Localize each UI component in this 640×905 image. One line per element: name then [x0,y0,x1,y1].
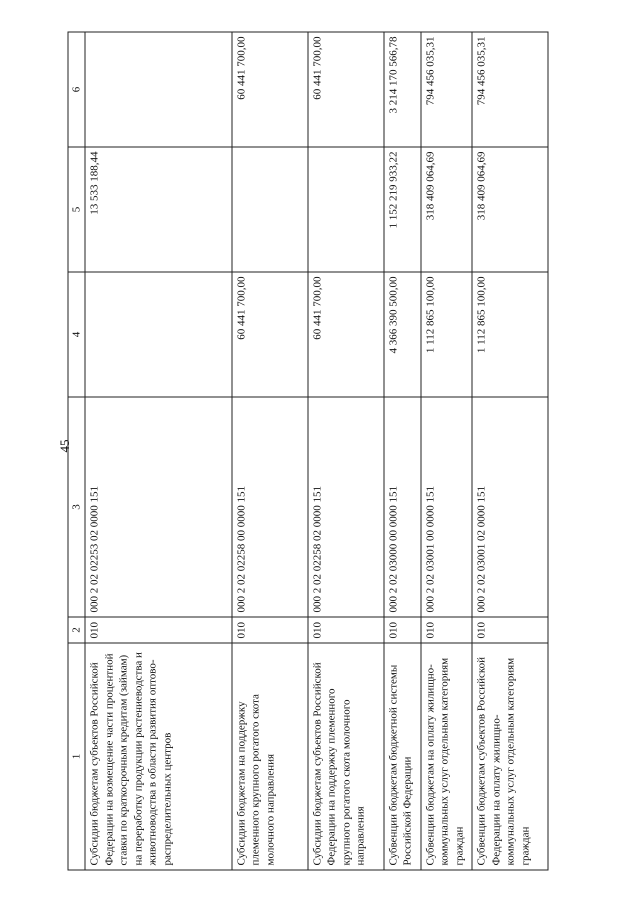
row-value-col5: 318 409 064,69 [420,147,471,272]
row-group-cell: 010 [383,617,420,643]
column-header: 1 [68,643,85,870]
row-code-cell: 000 2 02 03001 00 0000 151 [420,397,471,617]
row-code-cell: 000 2 02 03001 02 0000 151 [472,397,548,617]
row-value-col6: 60 441 700,00 [231,32,307,147]
row-value-col6: 794 456 035,31 [472,32,548,147]
rotated-table-frame [67,32,548,870]
row-value-col4: 60 441 700,00 [231,272,307,397]
row-value-col6: 60 441 700,00 [307,32,383,147]
row-code-cell: 000 2 02 02258 00 0000 151 [231,397,307,617]
table-row [307,32,383,870]
table-row [420,32,471,870]
row-name-cell: Субсидии бюджетам на поддержку племенного крупного рогатого скота молочного направления [231,643,307,870]
column-header: 2 [68,617,85,643]
page-number: 45 [57,439,72,453]
rotated-table-container [67,32,548,870]
row-group-cell: 010 [472,617,548,643]
row-name-cell: Субсидии бюджетам субъектов Российской Федерации на возмещение части процентной ставки по краткосрочным кредитам (займам) на переработку продукции растениеводства и животноводства в области развития оптово-распределительных центров [85,643,232,870]
row-code-cell: 000 2 02 02258 02 0000 151 [307,397,383,617]
row-name-cell: Субвенции бюджетам бюджетной системы Российской Федерации [383,643,420,870]
row-value-col4: 60 441 700,00 [307,272,383,397]
table-row [85,32,232,870]
column-header: 5 [68,147,85,272]
row-group-cell: 010 [420,617,471,643]
row-value-col4: 4 366 390 500,00 [383,272,420,397]
row-name-cell: Субвенции бюджетам на оплату жилищно-коммунальных услуг отдельным категориям граждан [420,643,471,870]
row-value-col6 [85,32,232,147]
row-value-col4: 1 112 865 100,00 [420,272,471,397]
row-value-col5 [307,147,383,272]
row-code-cell: 000 2 02 03000 00 0000 151 [383,397,420,617]
row-value-col5 [231,147,307,272]
row-name-cell: Субсидии бюджетам субъектов Российской Федерации на поддержку племенного крупного рогатого скота молочного направления [307,643,383,870]
row-group-cell: 010 [307,617,383,643]
row-value-col6: 3 214 170 566,78 [383,32,420,147]
row-value-col5: 1 152 219 933,22 [383,147,420,272]
row-group-cell: 010 [231,617,307,643]
row-value-col4: 1 112 865 100,00 [472,272,548,397]
table-header-row [68,32,85,870]
row-name-cell: Субвенции бюджетам субъектов Российской Федерации на оплату жилищно-коммунальных услуг отдельным категориям граждан [472,643,548,870]
row-value-col5: 13 533 188,44 [85,147,232,272]
row-value-col6: 794 456 035,31 [420,32,471,147]
row-value-col4 [85,272,232,397]
column-header: 3 [68,397,85,617]
table-row [383,32,420,870]
row-value-col5: 318 409 064,69 [472,147,548,272]
column-header: 6 [68,32,85,147]
row-group-cell: 010 [85,617,232,643]
column-header: 4 [68,272,85,397]
row-code-cell: 000 2 02 02253 02 0000 151 [85,397,232,617]
table-row [472,32,548,870]
table-row [231,32,307,870]
budget-table [67,31,548,870]
